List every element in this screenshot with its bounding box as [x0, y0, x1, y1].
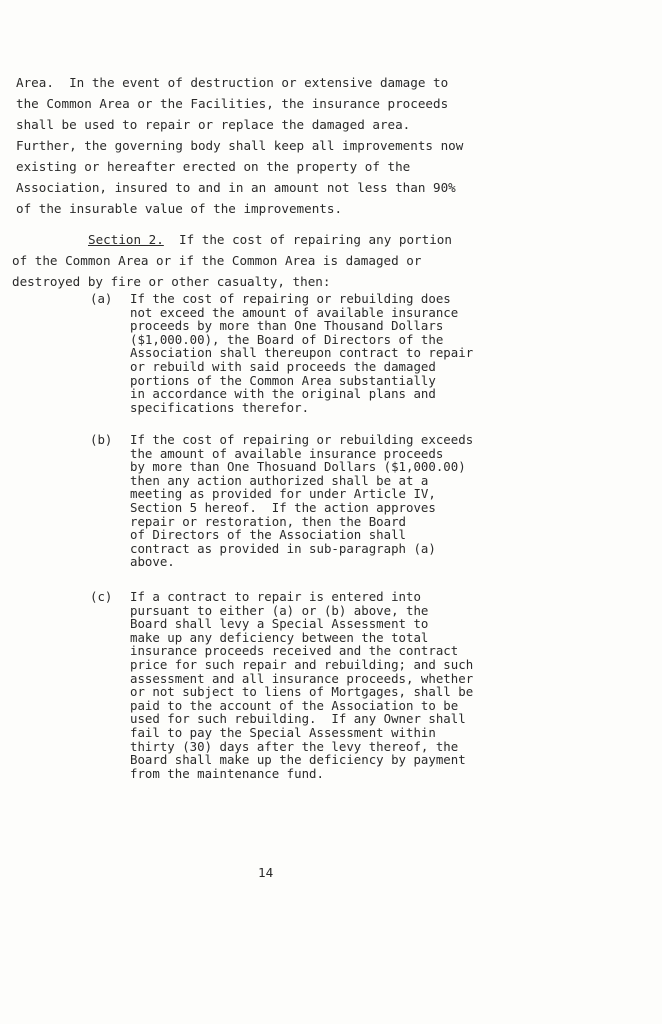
- item-label: (a): [90, 291, 113, 306]
- page-number: 14: [258, 865, 274, 880]
- item-text: If the cost of repairing or rebuilding does not exceed the amount of available insurance proceeds by more than One Thousand Dollars ($1,000.00), the Board of Directors of the Association shall thereupon contract to repair or rebuild with said proceeds the damaged portions of the Common Area substantially in accordance with the original plans and specifications therefor.: [130, 291, 474, 415]
- item-text: If a contract to repair is entered into pursuant to either (a) or (b) above, the Board shall levy a Special Assessment to make up any deficiency between the total insurance proceeds received and the contract price for such repair and rebuilding; and such assessment and all insurance proceeds, whether or not subject to liens of Mortgages, shall be paid to the account of the Association to be used for such rebuilding. If any Owner shall fail to pay the Special Assessment within thirty (30) days after the levy thereof, the Board shall make up the deficiency by payment from the maintenance fund.: [130, 589, 474, 781]
- item-text: If the cost of repairing or rebuilding exceeds the amount of available insurance proceeds by more than One Thosuand Dollars ($1,000.00) then any action authorized shall be at a meeting as provided for under Article IV, Section 5 hereof. If the action approves repair or restoration, then the Board of Directors of the Association shall contract as provided in sub-paragraph (a) above.: [130, 432, 474, 570]
- section-lead-text: If the cost of repairing any portion: [163, 232, 452, 247]
- section-2-paragraph: [12, 229, 542, 292]
- item-label: (b): [90, 432, 113, 447]
- intro-paragraph: Area. In the event of destruction or extensive damage to the Common Area or the Facilities, the insurance proceeds shall be used to repair or replace the damaged area. Further, the governing body shall keep all improvements now existing or hereafter erected on the property of the Association, insured to and in an amount not less than 90% of the insurable value of the improvements.: [16, 75, 464, 216]
- section-continuation: of the Common Area or if the Common Area is damaged or destroyed by fire or other casualty, then:: [12, 253, 422, 289]
- section-heading: Section 2.: [88, 232, 164, 247]
- item-label: (c): [90, 589, 113, 604]
